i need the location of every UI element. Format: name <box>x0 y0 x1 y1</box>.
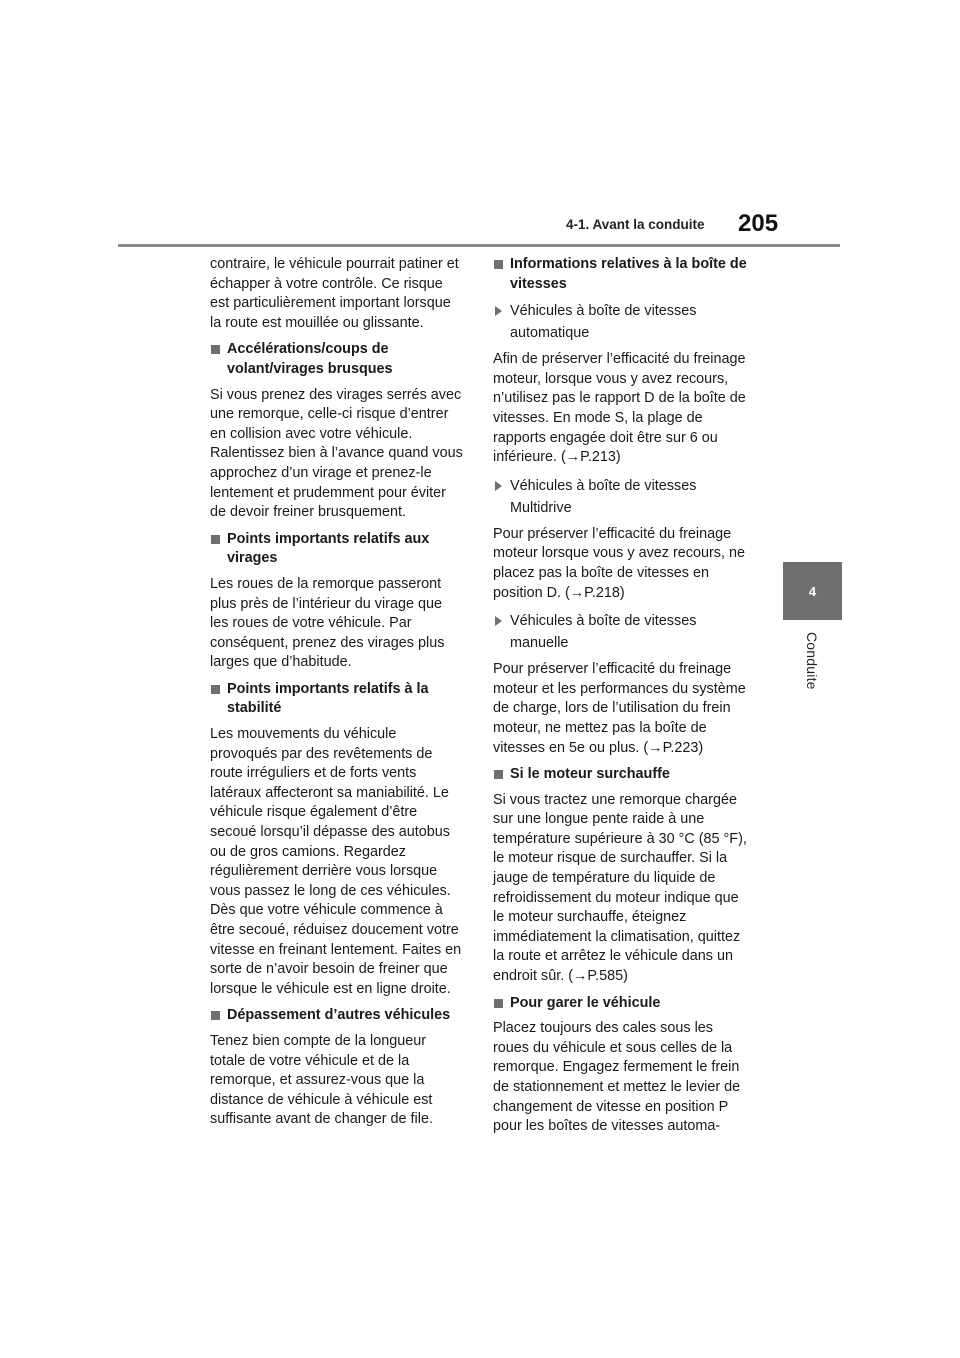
triangle-bullet-icon <box>495 481 502 491</box>
paragraph: Pour préserver l’efficacité du freinage moteur lorsque vous y avez recours, ne placez pas la boîte de vitesses en position D. (→P.218) <box>493 525 745 601</box>
square-bullet-icon <box>494 999 503 1008</box>
section-heading: Informations relatives à la boîte de vitesses <box>493 255 747 294</box>
sub-heading: Véhicules à boîte de vitesses automatique <box>493 300 747 344</box>
square-bullet-icon <box>211 345 220 354</box>
header-divider <box>118 244 840 247</box>
square-bullet-icon <box>494 770 503 779</box>
chapter-number: 4 <box>808 584 817 599</box>
paragraph: Les mouvements du véhicule provoqués par des revêtements de route irréguliers et de forts vents latéraux affecteront sa maniabilité. Le véhicule risque également d’être secoué lorsqu’il dépasse des autobus ou de gros camions. Regardez régulièrement derrière vous lorsque vous passez le long de ces véhicules. Dès que votre véhicule commence à être secoué, réduisez doucement votre vitesse en freinant lentement. Faites en sorte de n’avoir besoin de freiner que lorsque le véhicule est en ligne droite. <box>210 726 462 997</box>
paragraph: Si vous tractez une remorque chargée sur une longue pente raide à une température supérieure à 30 °C (85 °F), le moteur risque de surchauffer. Si la jauge de température du liquide de refroidissement du moteur indique que le moteur surchauffe, éteignez immédiatement la climatisation, quittez la route et arrêtez le véhicule dans un endroit sûr. (→P.585) <box>493 791 747 985</box>
left-column <box>210 255 464 1137</box>
section-title: 4-1. Avant la conduite <box>566 217 705 232</box>
paragraph: Placez toujours des cales sous les roues du véhicule et sous celles de la remorque. Engagez fermement le frein de stationnement et mettez le levier de changement de vitesse en position P pour les boîtes de vitesses automa- <box>493 1020 741 1135</box>
section-heading: Points importants relatifs à la stabilité <box>210 680 464 719</box>
section-heading: Points importants relatifs aux virages <box>210 530 464 569</box>
sub-heading: Véhicules à boîte de vitesses Multidrive <box>493 475 747 519</box>
paragraph: Afin de préserver l’efficacité du freinage moteur, lorsque vous y avez recours, n’utilisez pas le rapport D de la boîte de vitesses. En mode S, la plage de rapports engagée doit être sur 6 ou inférieure. (→P.213) <box>493 351 746 466</box>
square-bullet-icon <box>211 1011 220 1020</box>
triangle-bullet-icon <box>495 616 502 626</box>
square-bullet-icon <box>494 260 503 269</box>
square-bullet-icon <box>211 535 220 544</box>
paragraph: Si vous prenez des virages serrés avec une remorque, celle-ci risque d’entrer en collision avec votre véhicule. Ralentissez bien à l’avance quand vous approchez d’un virage et prenez-le lentement et prudemment pour éviter de devoir freiner brusquement. <box>210 386 463 521</box>
chapter-label: Conduite <box>804 632 820 690</box>
paragraph: Tenez bien compte de la longueur totale de votre véhicule et de la remorque, et assurez-vous que la distance de véhicule à véhicule est suffisante avant de changer de file. <box>210 1032 433 1128</box>
paragraph: Pour préserver l’efficacité du freinage moteur et les performances du système de charge, lors de l’utilisation du frein moteur, ne mettez pas la boîte de vitesses en 5e ou plus. (→P.223) <box>493 661 746 756</box>
section-heading: Pour garer le véhicule <box>493 994 747 1014</box>
sub-heading: Véhicules à boîte de vitesses manuelle <box>493 610 747 654</box>
triangle-bullet-icon <box>495 306 502 316</box>
section-heading: Dépassement d’autres véhicules <box>210 1006 464 1026</box>
paragraph: contraire, le véhicule pourrait patiner et échapper à votre contrôle. Ce risque est particulièrement important lorsque la route est mouillée ou glissante. <box>210 256 459 331</box>
section-heading: Accélérations/coups de volant/virages brusques <box>210 340 464 379</box>
square-bullet-icon <box>211 685 220 694</box>
section-heading: Si le moteur surchauffe <box>493 765 747 785</box>
right-column <box>493 255 747 1144</box>
page-number: 205 <box>738 210 779 237</box>
paragraph: Les roues de la remorque passeront plus près de l’intérieur du virage que les roues de votre véhicule. Par conséquent, prenez des virages plus larges que d’habitude. <box>210 575 445 671</box>
